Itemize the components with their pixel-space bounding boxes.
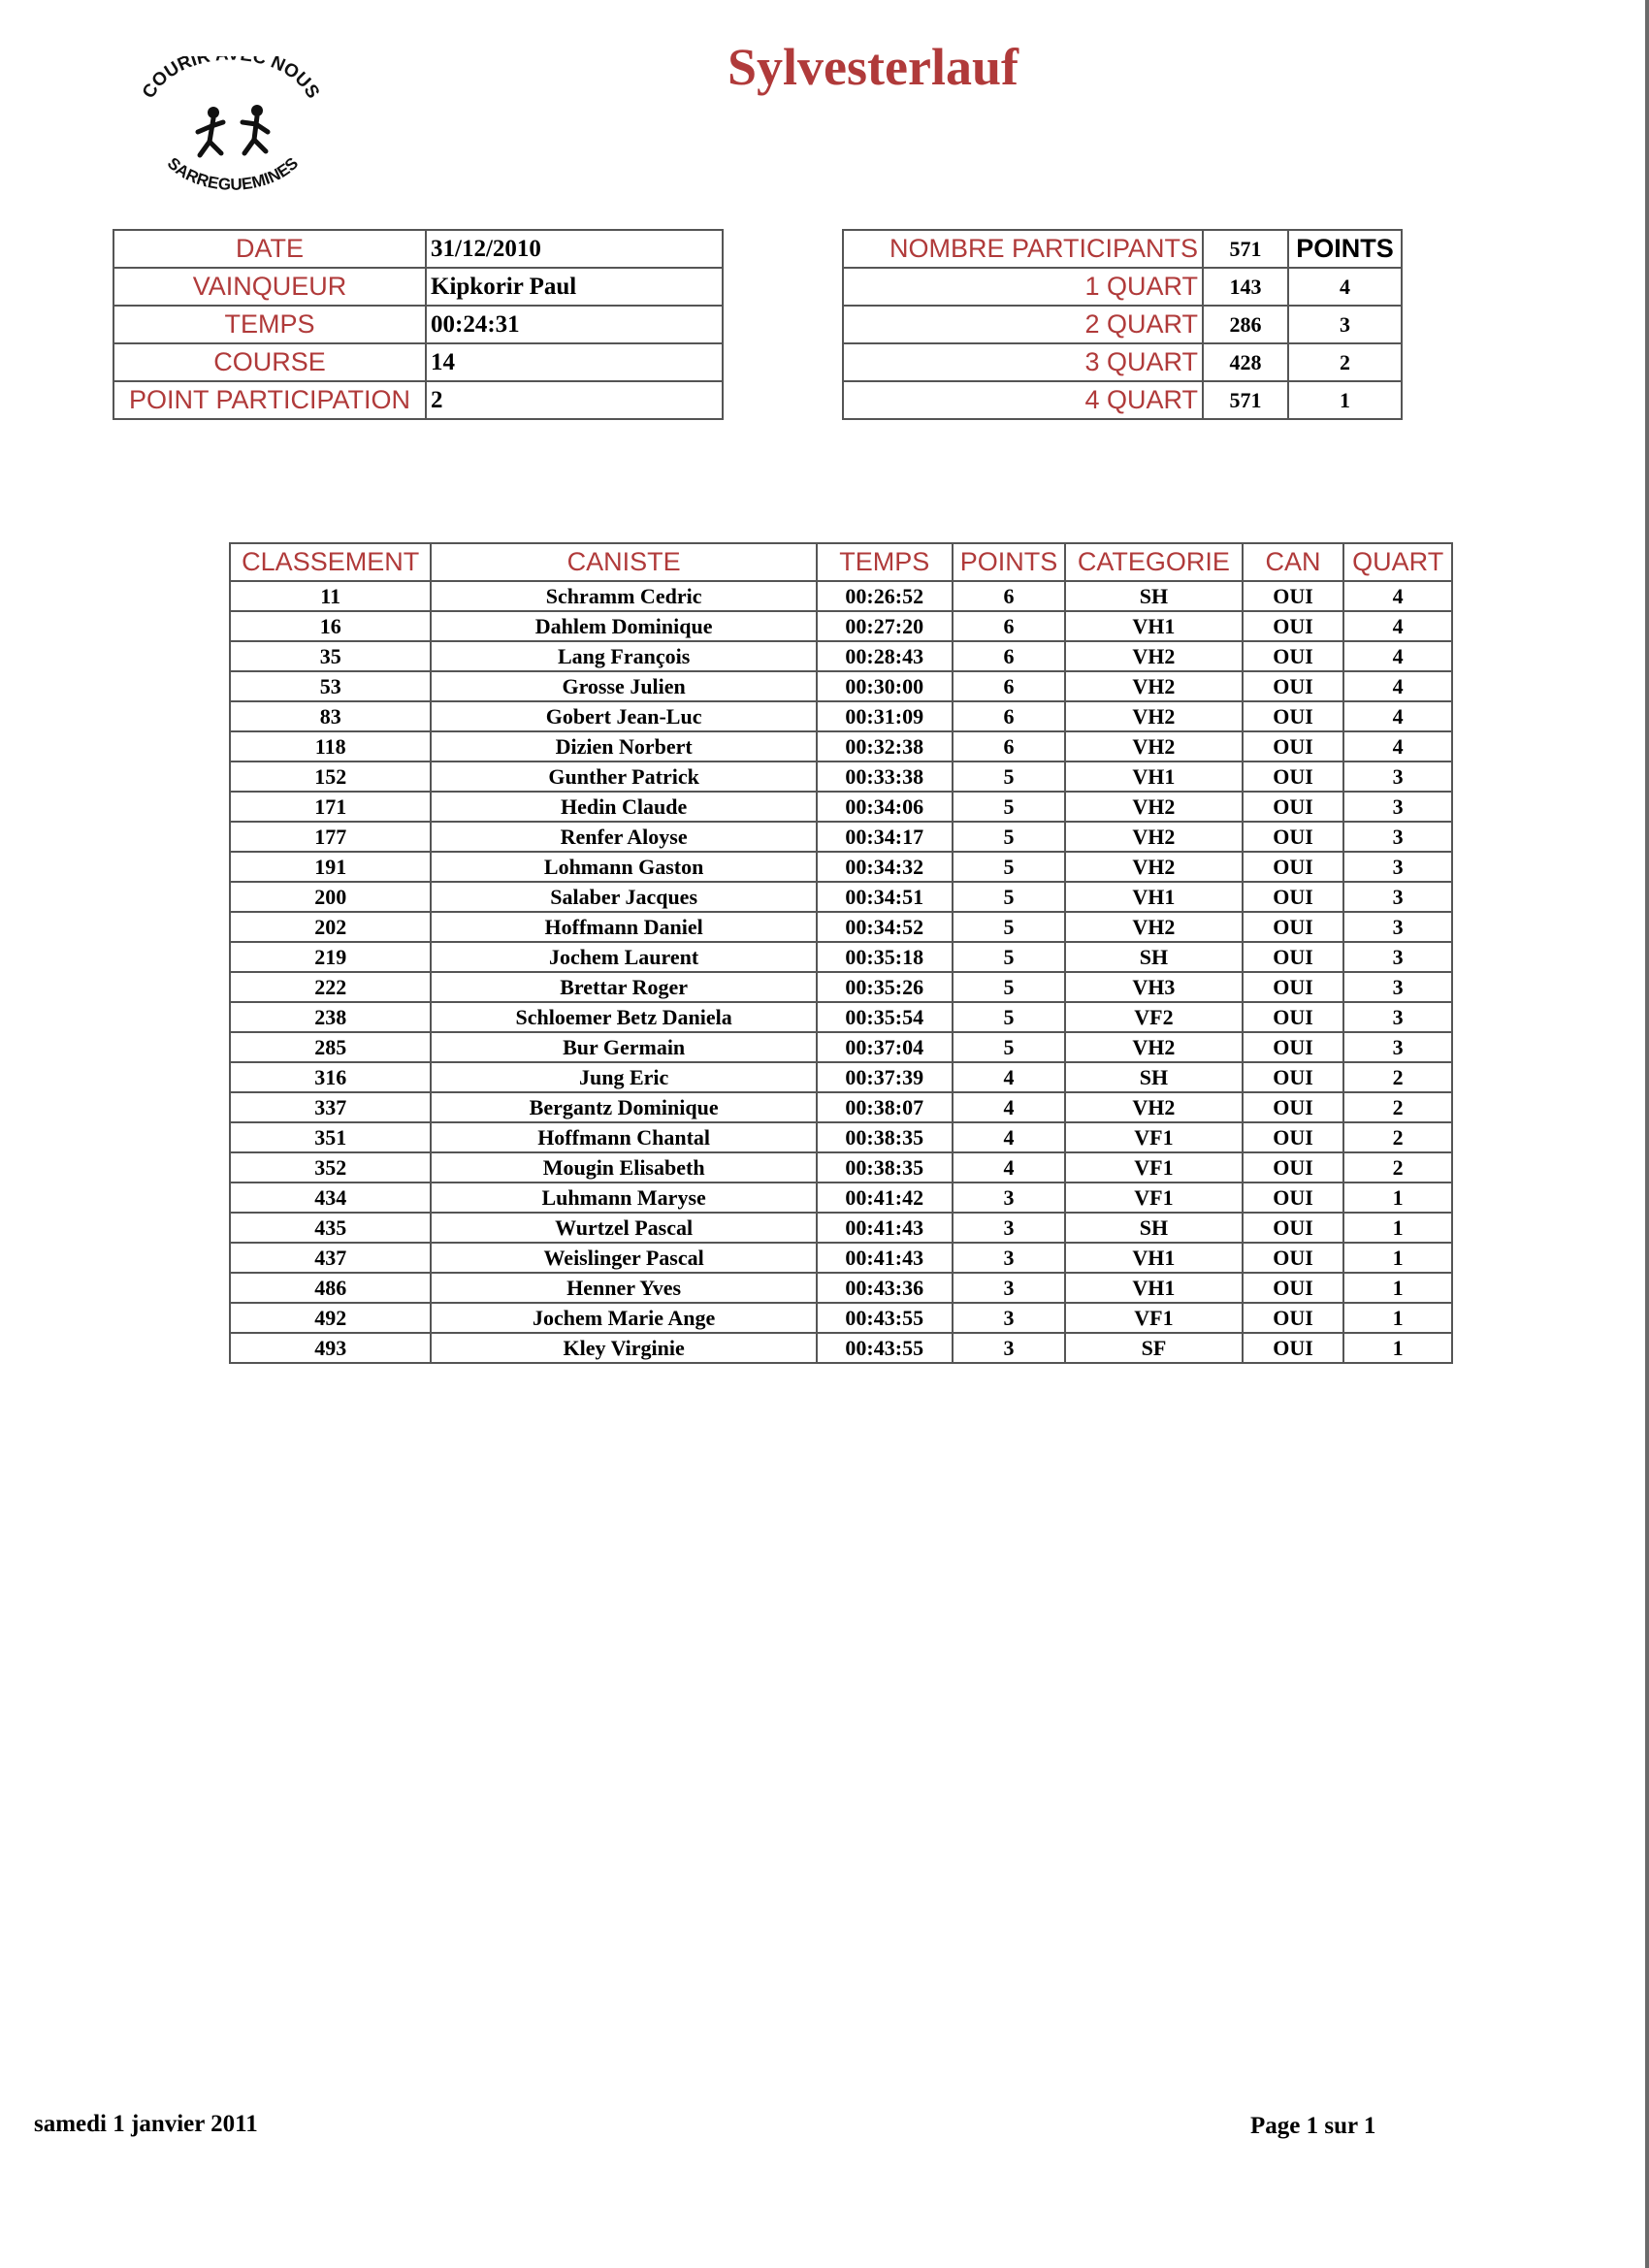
cell-categorie: SH [1065,1062,1242,1092]
result-row [230,1092,1452,1122]
quart-points: 2 [1288,343,1402,381]
result-row [230,1183,1452,1213]
result-row [230,1333,1452,1363]
cell-points: 4 [953,1152,1066,1183]
cell-quart: 4 [1343,731,1452,761]
info-row [113,230,723,268]
cell-quart: 3 [1343,1002,1452,1032]
cell-temps: 00:41:42 [817,1183,953,1213]
column-header-caniste: CANISTE [431,543,816,581]
cell-classement: 35 [230,641,431,671]
cell-caniste: Dahlem Dominique [431,611,816,641]
cell-quart: 4 [1343,641,1452,671]
cell-classement: 16 [230,611,431,641]
cell-categorie: VH2 [1065,1092,1242,1122]
cell-temps: 00:34:52 [817,912,953,942]
cell-quart: 1 [1343,1273,1452,1303]
cell-categorie: VH1 [1065,1243,1242,1273]
cell-quart: 3 [1343,792,1452,822]
result-row [230,822,1452,852]
cell-temps: 00:34:17 [817,822,953,852]
cell-can: OUI [1243,641,1344,671]
cell-can: OUI [1243,1062,1344,1092]
cell-points: 5 [953,852,1066,882]
quart-threshold: 571 [1203,381,1288,419]
svg-text:SARREGUEMINES [164,154,302,194]
quart-points: 3 [1288,306,1402,343]
cell-caniste: Brettar Roger [431,972,816,1002]
cell-temps: 00:35:18 [817,942,953,972]
cell-classement: 118 [230,731,431,761]
cell-temps: 00:30:00 [817,671,953,701]
cell-classement: 238 [230,1002,431,1032]
results-header-row [230,543,1452,581]
cell-classement: 53 [230,671,431,701]
cell-classement: 285 [230,1032,431,1062]
cell-classement: 437 [230,1243,431,1273]
cell-categorie: VH2 [1065,792,1242,822]
cell-categorie: VH2 [1065,912,1242,942]
cell-categorie: VH2 [1065,671,1242,701]
result-row [230,852,1452,882]
cell-classement: 352 [230,1152,431,1183]
result-row [230,611,1452,641]
cell-can: OUI [1243,1213,1344,1243]
cell-points: 3 [953,1303,1066,1333]
scan-edge [1645,0,1649,2268]
quart-threshold: 286 [1203,306,1288,343]
cell-quart: 3 [1343,822,1452,852]
cell-caniste: Hoffmann Daniel [431,912,816,942]
cell-temps: 00:26:52 [817,581,953,611]
quart-row [843,343,1402,381]
cell-temps: 00:34:51 [817,882,953,912]
cell-points: 3 [953,1213,1066,1243]
result-row [230,761,1452,792]
cell-caniste: Weislinger Pascal [431,1243,816,1273]
cell-can: OUI [1243,1032,1344,1062]
cell-classement: 337 [230,1092,431,1122]
cell-temps: 00:37:39 [817,1062,953,1092]
cell-points: 5 [953,972,1066,1002]
result-row [230,581,1452,611]
info-value: 2 [426,381,723,419]
result-row [230,1002,1452,1032]
info-value: 14 [426,343,723,381]
cell-classement: 177 [230,822,431,852]
logo-top-text: COURIR C NOUS [138,56,324,103]
cell-quart: 1 [1343,1333,1452,1363]
cell-points: 5 [953,942,1066,972]
cell-caniste: Lohmann Gaston [431,852,816,882]
cell-categorie: SH [1065,581,1242,611]
cell-quart: 2 [1343,1122,1452,1152]
quart-label: 3 QUART [843,343,1203,381]
cell-temps: 00:28:43 [817,641,953,671]
cell-can: OUI [1243,792,1344,822]
cell-can: OUI [1243,611,1344,641]
participants-value: 571 [1203,230,1288,268]
cell-points: 6 [953,701,1066,731]
cell-points: 6 [953,671,1066,701]
results-table [229,542,1453,1364]
cell-quart: 1 [1343,1303,1452,1333]
cell-points: 4 [953,1122,1066,1152]
cell-can: OUI [1243,972,1344,1002]
cell-points: 5 [953,1032,1066,1062]
cell-quart: 4 [1343,611,1452,641]
result-row [230,1273,1452,1303]
cell-classement: 222 [230,972,431,1002]
info-label: TEMPS [113,306,426,343]
cell-caniste: Hoffmann Chantal [431,1122,816,1152]
cell-can: OUI [1243,1303,1344,1333]
cell-classement: 200 [230,882,431,912]
cell-temps: 00:41:43 [817,1243,953,1273]
quart-points: 4 [1288,268,1402,306]
cell-points: 6 [953,641,1066,671]
cell-classement: 492 [230,1303,431,1333]
cell-temps: 00:38:07 [817,1092,953,1122]
column-header-temps: TEMPS [817,543,953,581]
cell-can: OUI [1243,1002,1344,1032]
cell-points: 5 [953,761,1066,792]
cell-quart: 4 [1343,671,1452,701]
cell-temps: 00:35:26 [817,972,953,1002]
result-row [230,1062,1452,1092]
cell-classement: 316 [230,1062,431,1092]
quart-row [843,268,1402,306]
cell-caniste: Grosse Julien [431,671,816,701]
cell-caniste: Bergantz Dominique [431,1092,816,1122]
cell-categorie: SH [1065,1213,1242,1243]
cell-categorie: VH1 [1065,882,1242,912]
cell-quart: 1 [1343,1213,1452,1243]
cell-can: OUI [1243,761,1344,792]
cell-quart: 3 [1343,942,1452,972]
cell-caniste: Lang François [431,641,816,671]
result-row [230,972,1452,1002]
result-row [230,912,1452,942]
quart-threshold: 143 [1203,268,1288,306]
column-header-classement: CLASSEMENT [230,543,431,581]
cell-can: OUI [1243,581,1344,611]
cell-caniste: Jung Eric [431,1062,816,1092]
cell-temps: 00:33:38 [817,761,953,792]
cell-points: 4 [953,1092,1066,1122]
cell-quart: 3 [1343,972,1452,1002]
cell-classement: 171 [230,792,431,822]
cell-quart: 2 [1343,1062,1452,1092]
cell-quart: 3 [1343,852,1452,882]
cell-can: OUI [1243,671,1344,701]
cell-points: 6 [953,581,1066,611]
cell-can: OUI [1243,1152,1344,1183]
result-row [230,1152,1452,1183]
cell-points: 6 [953,731,1066,761]
cell-points: 6 [953,611,1066,641]
info-row [113,381,723,419]
cell-categorie: VH1 [1065,1273,1242,1303]
cell-can: OUI [1243,882,1344,912]
cell-points: 5 [953,792,1066,822]
result-row [230,671,1452,701]
result-row [230,792,1452,822]
cell-temps: 00:41:43 [817,1213,953,1243]
cell-classement: 493 [230,1333,431,1363]
cell-temps: 00:34:32 [817,852,953,882]
cell-temps: 00:43:36 [817,1273,953,1303]
cell-points: 3 [953,1183,1066,1213]
cell-classement: 83 [230,701,431,731]
cell-caniste: Jochem Laurent [431,942,816,972]
cell-classement: 435 [230,1213,431,1243]
cell-quart: 4 [1343,581,1452,611]
race-info-table [113,229,724,420]
result-row [230,701,1452,731]
cell-temps: 00:35:54 [817,1002,953,1032]
cell-caniste: Henner Yves [431,1273,816,1303]
page-title: Sylvesterlauf [728,38,1018,96]
cell-points: 3 [953,1333,1066,1363]
cell-can: OUI [1243,1183,1344,1213]
quart-label: 2 QUART [843,306,1203,343]
cell-can: OUI [1243,852,1344,882]
column-header-points: POINTS [953,543,1066,581]
cell-temps: 00:38:35 [817,1122,953,1152]
quart-label: 1 QUART [843,268,1203,306]
quart-points: 1 [1288,381,1402,419]
cell-classement: 434 [230,1183,431,1213]
cell-categorie: VF1 [1065,1122,1242,1152]
cell-caniste: Renfer Aloyse [431,822,816,852]
cell-categorie: VH1 [1065,611,1242,641]
participants-row [843,230,1402,268]
cell-classement: 219 [230,942,431,972]
cell-categorie: VH2 [1065,822,1242,852]
cell-temps: 00:34:06 [817,792,953,822]
cell-caniste: Hedin Claude [431,792,816,822]
cell-caniste: Wurtzel Pascal [431,1213,816,1243]
cell-points: 3 [953,1243,1066,1273]
info-label: COURSE [113,343,426,381]
cell-categorie: VH2 [1065,641,1242,671]
cell-temps: 00:37:04 [817,1032,953,1062]
cell-can: OUI [1243,1092,1344,1122]
cell-can: OUI [1243,1122,1344,1152]
cell-points: 5 [953,912,1066,942]
cell-caniste: Mougin Elisabeth [431,1152,816,1183]
cell-points: 3 [953,1273,1066,1303]
info-value: Kipkorir Paul [426,268,723,306]
cell-quart: 2 [1343,1092,1452,1122]
cell-categorie: VF1 [1065,1183,1242,1213]
points-header: POINTS [1288,230,1402,268]
cell-categorie: VH2 [1065,731,1242,761]
cell-classement: 351 [230,1122,431,1152]
cell-quart: 1 [1343,1183,1452,1213]
info-row [113,343,723,381]
info-label: VAINQUEUR [113,268,426,306]
cell-caniste: Luhmann Maryse [431,1183,816,1213]
info-value: 00:24:31 [426,306,723,343]
info-label: POINT PARTICIPATION [113,381,426,419]
cell-quart: 3 [1343,761,1452,792]
info-row [113,268,723,306]
cell-categorie: SF [1065,1333,1242,1363]
cell-can: OUI [1243,1243,1344,1273]
cell-points: 5 [953,882,1066,912]
quart-row [843,306,1402,343]
cell-caniste: Gobert Jean-Luc [431,701,816,731]
cell-quart: 3 [1343,912,1452,942]
info-label: DATE [113,230,426,268]
column-header-quart: QUART [1343,543,1452,581]
cell-can: OUI [1243,701,1344,731]
cell-categorie: VH2 [1065,1032,1242,1062]
column-header-can: CAN [1243,543,1344,581]
cell-quart: 1 [1343,1243,1452,1273]
cell-classement: 152 [230,761,431,792]
cell-classement: 202 [230,912,431,942]
cell-categorie: SH [1065,942,1242,972]
cell-classement: 11 [230,581,431,611]
cell-categorie: VH3 [1065,972,1242,1002]
cell-can: OUI [1243,731,1344,761]
cell-categorie: VH2 [1065,852,1242,882]
cell-categorie: VF1 [1065,1152,1242,1183]
cell-categorie: VH1 [1065,761,1242,792]
cell-temps: 00:31:09 [817,701,953,731]
result-row [230,641,1452,671]
result-row [230,1243,1452,1273]
column-header-categorie: CATEGORIE [1065,543,1242,581]
cell-classement: 486 [230,1273,431,1303]
footer-page-number: Page 1 sur 1 [1250,2113,1376,2139]
quart-threshold: 428 [1203,343,1288,381]
cell-categorie: VF2 [1065,1002,1242,1032]
cell-temps: 00:43:55 [817,1333,953,1363]
logo-bottom-text: SARREGUEMINES [163,153,303,194]
cell-quart: 4 [1343,701,1452,731]
result-row [230,942,1452,972]
cell-quart: 2 [1343,1152,1452,1183]
cell-points: 4 [953,1062,1066,1092]
cell-points: 5 [953,822,1066,852]
cell-caniste: Jochem Marie Ange [431,1303,816,1333]
info-value: 31/12/2010 [426,230,723,268]
cell-temps: 00:32:38 [817,731,953,761]
cell-classement: 191 [230,852,431,882]
cell-categorie: VH2 [1065,701,1242,731]
cell-quart: 3 [1343,882,1452,912]
cell-can: OUI [1243,822,1344,852]
result-row [230,882,1452,912]
cell-can: OUI [1243,912,1344,942]
cell-caniste: Dizien Norbert [431,731,816,761]
result-row [230,1303,1452,1333]
cell-temps: 00:27:20 [817,611,953,641]
cell-points: 5 [953,1002,1066,1032]
cell-temps: 00:38:35 [817,1152,953,1183]
cell-can: OUI [1243,1273,1344,1303]
cell-categorie: VF1 [1065,1303,1242,1333]
result-row [230,1122,1452,1152]
result-row [230,1032,1452,1062]
participants-table [842,229,1403,420]
cell-caniste: Salaber Jacques [431,882,816,912]
cell-can: OUI [1243,942,1344,972]
cell-caniste: Bur Germain [431,1032,816,1062]
cell-caniste: Gunther Patrick [431,761,816,792]
cell-temps: 00:43:55 [817,1303,953,1333]
cell-quart: 3 [1343,1032,1452,1062]
info-row [113,306,723,343]
quart-label: 4 QUART [843,381,1203,419]
result-row [230,731,1452,761]
result-row [230,1213,1452,1243]
cell-caniste: Schramm Cedric [431,581,816,611]
participants-label: NOMBRE PARTICIPANTS [843,230,1203,268]
quart-row [843,381,1402,419]
cell-caniste: Schloemer Betz Daniela [431,1002,816,1032]
footer-date: samedi 1 janvier 2011 [34,2111,258,2137]
cell-caniste: Kley Virginie [431,1333,816,1363]
cell-can: OUI [1243,1333,1344,1363]
